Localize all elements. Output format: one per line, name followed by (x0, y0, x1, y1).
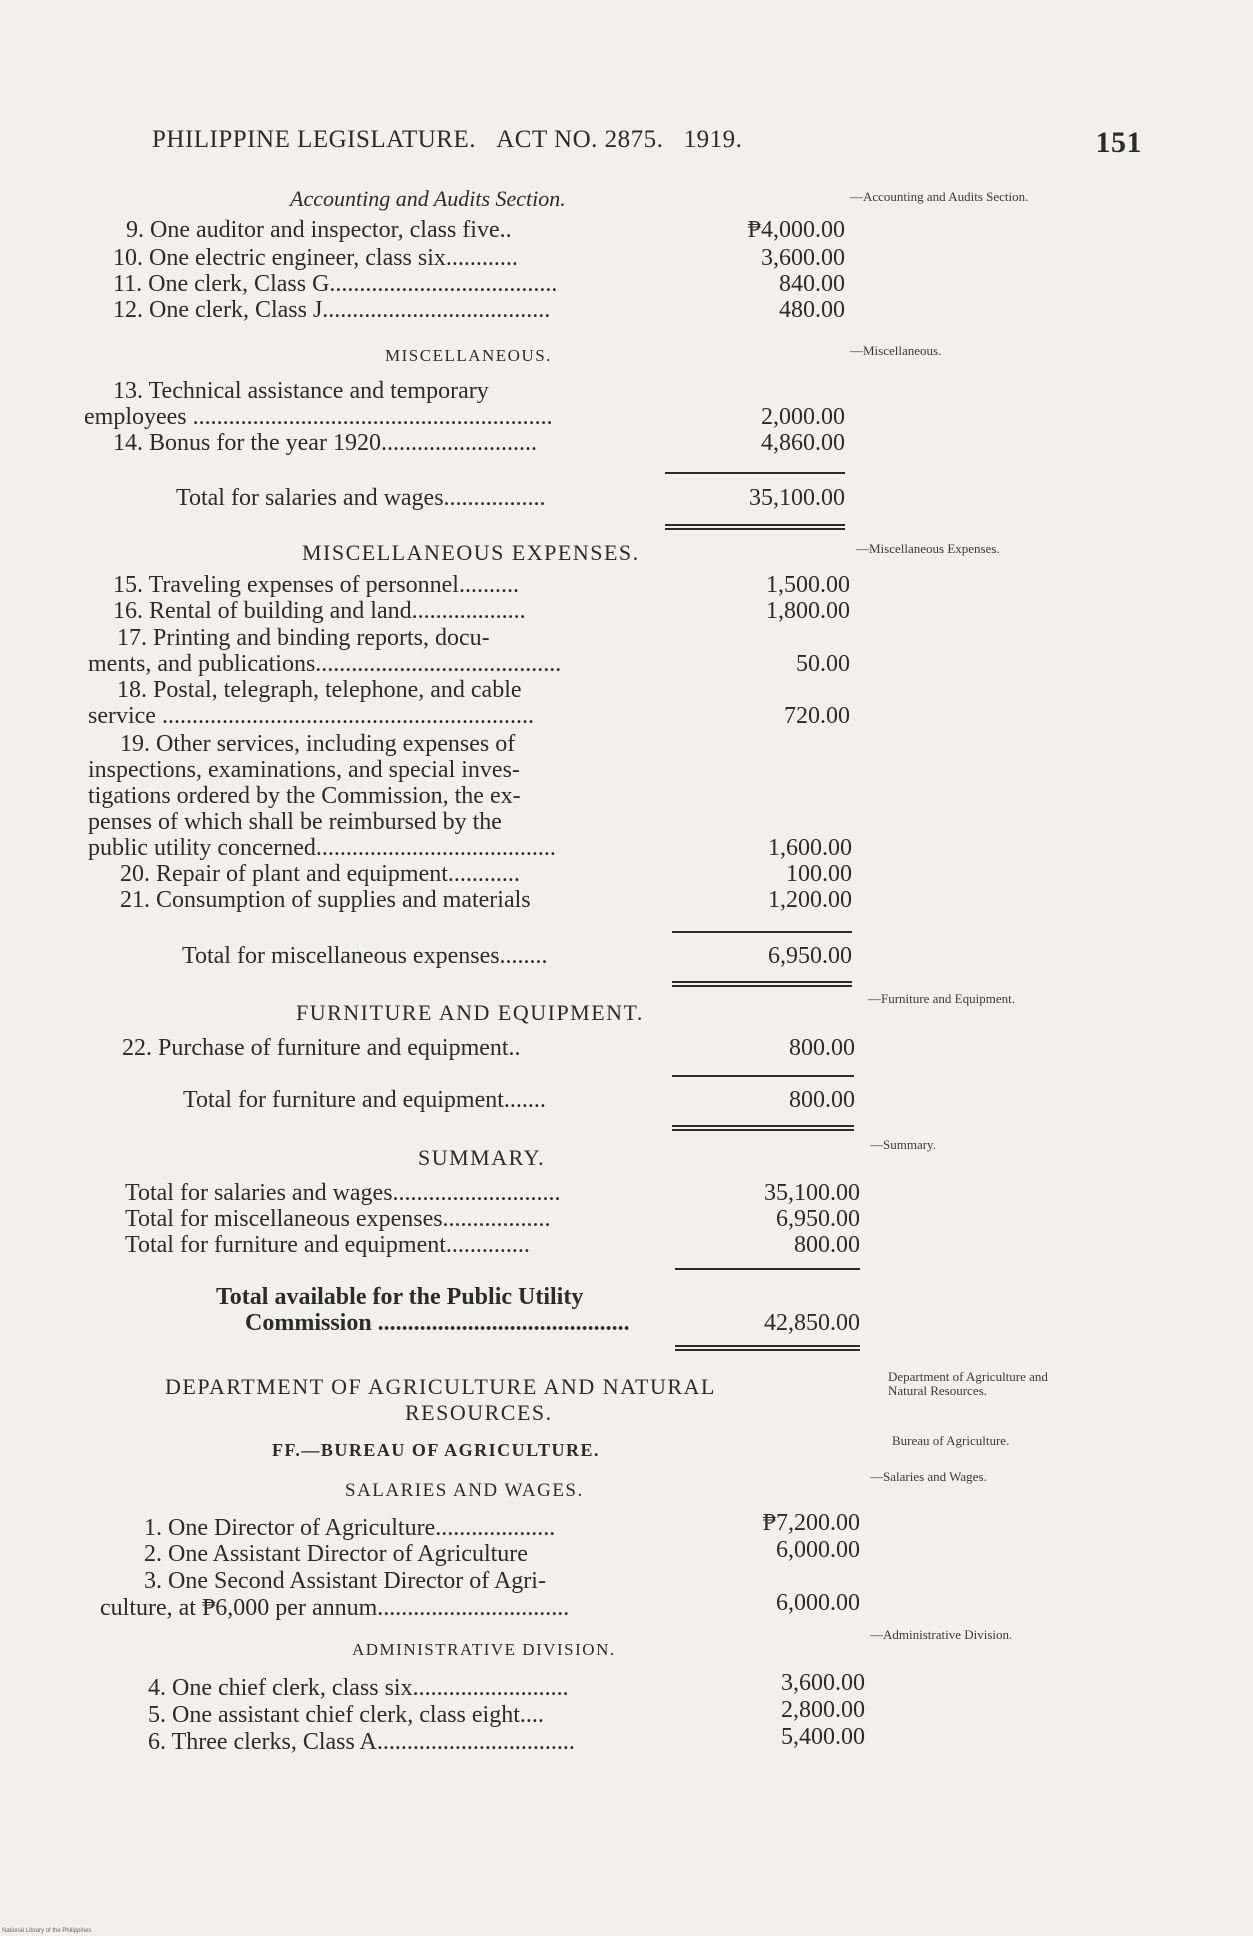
item-9-amount: ₱4,000.00 (747, 217, 845, 243)
item-13-line2: employees ............................................................ (84, 404, 553, 430)
item-21-amount: 1,200.00 (768, 887, 852, 913)
header-act: ACT NO. 2875. (496, 126, 664, 153)
total-misc-expenses-amount: 6,950.00 (768, 943, 852, 969)
agri-item-3-line1: 3. One Second Assistant Director of Agri- (144, 1568, 546, 1594)
sidenote-miscellaneous: —Miscellaneous. (850, 343, 942, 358)
summary-furniture: Total for furniture and equipment.............. (125, 1232, 530, 1258)
summary-salaries-amount: 35,100.00 (764, 1180, 860, 1206)
sidenote-accounting: —Accounting and Audits Section. (850, 189, 1029, 204)
double-rule (672, 1125, 854, 1131)
item-10: 10. One electric engineer, class six............ (113, 245, 518, 271)
item-20: 20. Repair of plant and equipment............ (120, 861, 520, 887)
item-21: 21. Consumption of supplies and materials (120, 887, 531, 913)
item-19-line5: public utility concerned........................................ (88, 835, 556, 861)
agri-item-6: 6. Three clerks, Class A................................. (148, 1729, 575, 1755)
sidenote-bureau: Bureau of Agriculture. (892, 1433, 1010, 1448)
grand-total-amount: 42,850.00 (764, 1310, 860, 1336)
item-13-amount: 2,000.00 (761, 404, 845, 430)
dept-heading-line2: RESOURCES. (405, 1400, 553, 1425)
double-rule (672, 981, 852, 987)
item-12-amount: 480.00 (779, 297, 845, 323)
item-17-line1: 17. Printing and binding reports, docu- (117, 625, 490, 651)
sidenote-admin: —Administrative Division. (870, 1627, 1013, 1642)
summary-misc: Total for miscellaneous expenses.................. (125, 1206, 551, 1232)
section-salaries: SALARIES AND WAGES. (345, 1480, 584, 1501)
section-accounting: Accounting and Audits Section. (290, 186, 566, 211)
total-salaries-amount: 35,100.00 (749, 485, 845, 511)
sidenote-department: Department of Agriculture and Natural Resources. (888, 1369, 1048, 1398)
item-19-line2: inspections, examinations, and special inves- (88, 757, 520, 783)
double-rule (665, 524, 845, 530)
total-rule (672, 1075, 854, 1077)
agri-item-4: 4. One chief clerk, class six.......................... (148, 1675, 569, 1701)
agri-item-1-amount: ₱7,200.00 (762, 1510, 860, 1536)
item-11: 11. One clerk, Class G...................................... (113, 271, 558, 297)
item-19-line4: penses of which shall be reimbursed by the (88, 809, 502, 835)
agri-item-3-line2: culture, at ₱6,000 per annum................................ (100, 1595, 570, 1621)
item-9: 9. One auditor and inspector, class five.. (126, 217, 512, 243)
agri-item-5: 5. One assistant chief clerk, class eight.... (148, 1702, 544, 1728)
total-furniture: Total for furniture and equipment....... (183, 1087, 546, 1113)
agri-item-4-amount: 3,600.00 (781, 1670, 865, 1696)
item-14-amount: 4,860.00 (761, 430, 845, 456)
sidenote-summary: —Summary. (870, 1137, 936, 1152)
item-22-amount: 800.00 (789, 1035, 855, 1061)
header-year: 1919. (683, 126, 743, 153)
sidenote-furniture: —Furniture and Equipment. (868, 991, 1015, 1006)
total-rule (675, 1268, 860, 1270)
sidenote-salaries: —Salaries and Wages. (870, 1469, 987, 1484)
item-17-amount: 50.00 (796, 651, 850, 677)
item-19-line3: tigations ordered by the Commission, the ex- (88, 783, 521, 809)
agri-item-3-amount: 6,000.00 (776, 1590, 860, 1616)
section-misc-expenses: MISCELLANEOUS EXPENSES. (302, 540, 640, 565)
bureau-heading: FF.—BUREAU OF AGRICULTURE. (272, 1440, 601, 1460)
total-misc-expenses: Total for miscellaneous expenses........ (182, 943, 548, 969)
item-11-amount: 840.00 (779, 271, 845, 297)
header-title: PHILIPPINE LEGISLATURE. (152, 126, 476, 153)
item-17-line2: ments, and publications......................................... (88, 651, 562, 677)
grand-total-line1: Total available for the Public Utility (216, 1284, 584, 1310)
section-admin: ADMINISTRATIVE DIVISION. (352, 1640, 616, 1659)
item-16-amount: 1,800.00 (766, 598, 850, 624)
agri-item-1: 1. One Director of Agriculture.................... (144, 1515, 556, 1541)
total-salaries: Total for salaries and wages................. (176, 485, 546, 511)
total-furniture-amount: 800.00 (789, 1087, 855, 1113)
summary-furniture-amount: 800.00 (794, 1232, 860, 1258)
page-number: 151 (1095, 126, 1142, 159)
item-13-line1: 13. Technical assistance and temporary (113, 378, 489, 404)
footer-credit: National Library of the Philippines (2, 1928, 92, 1934)
item-12: 12. One clerk, Class J...................................... (113, 297, 551, 323)
sidenote-misc-expenses: —Miscellaneous Expenses. (856, 541, 1000, 556)
agri-item-5-amount: 2,800.00 (781, 1697, 865, 1723)
item-18-line1: 18. Postal, telegraph, telephone, and cable (117, 677, 522, 703)
agri-item-2: 2. One Assistant Director of Agriculture (144, 1541, 528, 1567)
item-19-amount: 1,600.00 (768, 835, 852, 861)
section-furniture: FURNITURE AND EQUIPMENT. (296, 1000, 644, 1025)
item-10-amount: 3,600.00 (761, 245, 845, 271)
summary-salaries: Total for salaries and wages............................ (125, 1180, 561, 1206)
section-summary: SUMMARY. (418, 1145, 546, 1170)
total-rule (672, 931, 852, 933)
double-rule (675, 1345, 860, 1351)
total-rule (665, 472, 845, 474)
item-20-amount: 100.00 (786, 861, 852, 887)
agri-item-6-amount: 5,400.00 (781, 1724, 865, 1750)
item-22: 22. Purchase of furniture and equipment.. (122, 1035, 521, 1061)
item-18-line2: service .............................................................. (88, 703, 534, 729)
summary-misc-amount: 6,950.00 (776, 1206, 860, 1232)
item-18-amount: 720.00 (784, 703, 850, 729)
grand-total-line2: Commission .......................................... (245, 1310, 630, 1336)
agri-item-2-amount: 6,000.00 (776, 1537, 860, 1563)
section-miscellaneous: MISCELLANEOUS. (385, 346, 552, 365)
item-19-line1: 19. Other services, including expenses of (120, 731, 516, 757)
dept-heading-line1: DEPARTMENT OF AGRICULTURE AND NATURAL (165, 1374, 716, 1399)
item-15: 15. Traveling expenses of personnel.......... (113, 572, 519, 598)
item-16: 16. Rental of building and land................... (113, 598, 526, 624)
item-15-amount: 1,500.00 (766, 572, 850, 598)
item-14: 14. Bonus for the year 1920.......................... (113, 430, 537, 456)
